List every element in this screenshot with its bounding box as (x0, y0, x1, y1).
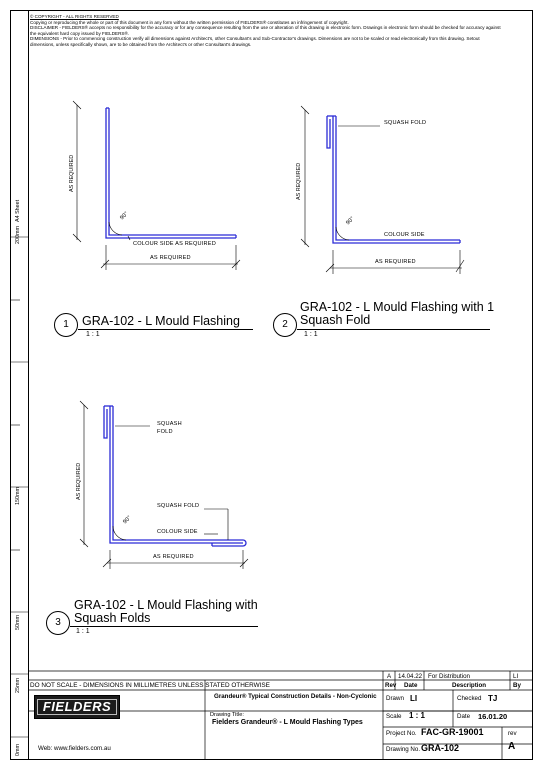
sheet-size-label: A4 Sheet (15, 199, 21, 222)
detail-3-squash-label: SQUASH (157, 421, 182, 427)
detail-3-title-line-1: GRA-102 - L Mould Flashing with (74, 598, 258, 612)
drawing-no-value: GRA-102 (421, 743, 460, 753)
detail-2-title (300, 301, 494, 327)
detail-3-colour-side: COLOUR SIDE (157, 529, 198, 535)
ruler-25mm: 25mm (15, 678, 21, 693)
dimensions-line: DIMENSIONS - Prior to commencing construction verify all dimensions against Architect's, other Consultant's and Sub-Contractor's drawings. Dimensions are not to be scaled or read electronically from this drawing. Setout (30, 36, 480, 42)
rev-header: Rev (385, 682, 397, 689)
date-value: 16.01.20 (478, 712, 508, 721)
rev-a-date: 14.04.22 (398, 673, 423, 680)
rev-value: A (508, 741, 516, 752)
date-header: Date (404, 682, 418, 689)
detail-3-angle: 90° (122, 514, 133, 526)
fielders-logo: FIELDERS (34, 695, 120, 719)
detail-1-title: GRA-102 - L Mould Flashing (82, 314, 240, 328)
rev-a-description: For Distribution (428, 673, 470, 680)
date-label: Date (457, 713, 471, 720)
detail-3-squash-fold-bottom: SQUASH FOLD (157, 503, 200, 509)
detail-2-dims (301, 106, 464, 274)
detail-3-number: 3 (46, 611, 70, 635)
detail-1-as-required-vertical: AS REQUIRED (69, 154, 75, 192)
do-not-scale-note: DO NOT SCALE - DIMENSIONS IN MILLIMETRES UNLESS STATED OTHERWISE (30, 682, 270, 689)
detail-3-title (74, 599, 258, 625)
rev-a: A (387, 673, 392, 680)
rev-label: rev (508, 730, 517, 737)
scale-value: 1 : 1 (409, 711, 426, 720)
detail-1-scale: 1 : 1 (86, 331, 100, 338)
detail-1-angle: 90° (119, 210, 130, 222)
copyright-line: Copying or reproducing the whole or part of this document in any form without the written permission of FIELDERS® constitutes an infringement of copyright. (30, 19, 349, 25)
detail-2-squash-fold: SQUASH FOLD (384, 120, 427, 126)
disclaimer-line: DISCLAIMER - FIELDERS® accepts no responsibility for the accuracy or for any consequence resulting from the use or alteration of this drawing in electronic form. Drawings in electronic form should be checked for accuracy against (30, 25, 501, 31)
drawing-title-label: Drawing Title: (210, 712, 244, 718)
detail-2-as-required-vertical: AS REQUIRED (296, 162, 302, 200)
copyright-text: © COPYRIGHT - ALL RIGHTS RESERVED (30, 14, 119, 19)
rev-a-by: LI (513, 673, 519, 680)
detail-2-number: 2 (273, 313, 297, 337)
detail-1-colour-side: COLOUR SIDE AS REQUIRED (133, 241, 216, 247)
detail-3-as-required-horizontal: AS REQUIRED (153, 554, 194, 560)
description-header: Description (452, 682, 487, 689)
detail-2-scale: 1 : 1 (304, 331, 318, 338)
scale-label: Scale (386, 713, 402, 720)
project-value: FAC-GR-19001 (421, 727, 484, 737)
detail-3-title-rule (70, 626, 258, 627)
checked-value: TJ (488, 694, 498, 703)
disclaimer-line-2: the equivalent hard copy issued by FIELDERS®. (30, 30, 130, 36)
detail-2-as-required-horizontal: AS REQUIRED (375, 259, 416, 265)
detail-2-title-line-2: Squash Fold (300, 313, 371, 327)
detail-1-number: 1 (54, 313, 78, 337)
drawn-label: Drawn (386, 695, 404, 702)
ruler-150mm: 150mm (15, 487, 21, 505)
detail-2-angle: 90° (345, 215, 356, 227)
website: Web: www.fielders.com.au (38, 745, 111, 752)
drawing-no-label: Drawing No. (386, 746, 421, 753)
detail-2-title-line-1: GRA-102 - L Mould Flashing with 1 (300, 300, 495, 314)
detail-1-title-rule (78, 329, 253, 330)
detail-3-scale: 1 : 1 (76, 628, 90, 635)
detail-3-fold-label: FOLD (157, 429, 173, 435)
project-label: Project No. (386, 730, 417, 737)
ruler-50mm: 50mm (15, 615, 21, 630)
by-header: By (513, 682, 521, 689)
checked-label: Checked (457, 695, 482, 702)
detail-3-as-required-vertical: AS REQUIRED (76, 462, 82, 500)
detail-2-colour-side: COLOUR SIDE (384, 232, 425, 238)
detail-3-squash-fold-top (157, 421, 182, 435)
ruler-0mm: 0mm (15, 744, 21, 756)
detail-3-title-line-2: Squash Folds (74, 611, 151, 625)
series-title: Grandeur® Typical Construction Details - Non-Cyclonic (214, 693, 377, 700)
drawing-title: Fielders Grandeur® - L Mould Flashing Types (212, 719, 363, 726)
detail-2-title-rule (297, 329, 490, 330)
dimensions-line-2: dimensions, unless specifically shown, are to be obtained from the Architect's or other Consultant's drawings. (30, 41, 252, 47)
drawn-value: LI (410, 694, 418, 703)
ruler-200mm: 200mm (15, 226, 21, 244)
detail-1-as-required-horizontal: AS REQUIRED (150, 255, 191, 261)
